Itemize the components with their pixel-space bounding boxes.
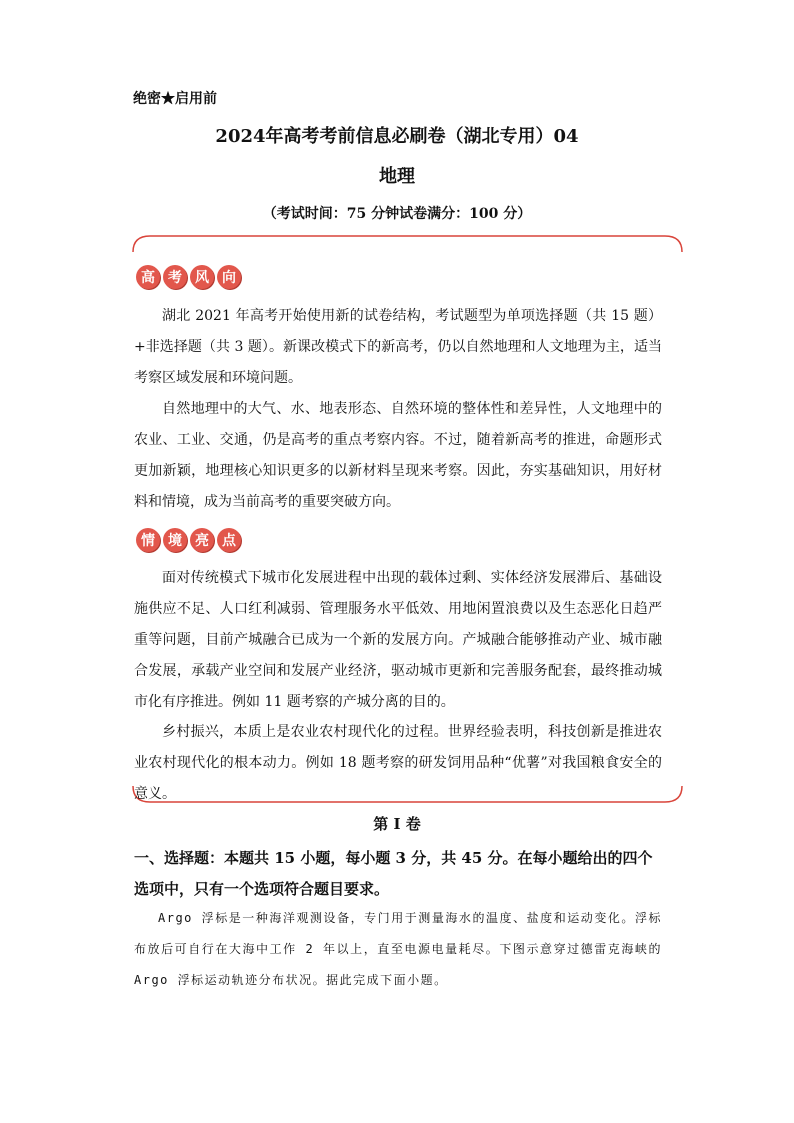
exam-title: 2024年高考考前信息必刷卷（湖北专用）04	[215, 126, 579, 147]
trend-paragraph-1: 湖北 2021 年高考开始使用新的试卷结构，考试题型为单项选择题（共 15 题）+非选择题（共 3 题）。新课改模式下的新高考，仍以自然地理和人文地理为主，适当考察区域发展和环境问题。	[134, 308, 662, 386]
badge-char: 风	[190, 265, 214, 289]
badge-char: 亮	[190, 528, 214, 552]
badge-char: 考	[163, 265, 187, 289]
subject-title: 地理	[379, 166, 415, 187]
question-intro: Argo 浮标是一种海洋观测设备，专门用于测量海水的温度、盐度和运动变化。浮标布放后可自行在大海中工作 2 年以上，直至电源电量耗尽。下图示意穿过德雷克海峡的 Argo 浮标运动轨迹分布状况。据此完成下面小题。	[134, 911, 662, 987]
context-paragraph-1: 面对传统模式下城市化发展进程中出现的载体过剩、实体经济发展滞后、基础设施供应不足、人口红利减弱、管理服务水平低效、用地闲置浪费以及生态恶化日趋严重等问题，目前产城融合已成为一个新的发展方向。产城融合能够推动产业、城市融合发展，承载产业空间和发展产业经济，驱动城市更新和完善服务配套，最终推动城市化有序推进。例如 11 题考察的产城分离的目的。	[134, 570, 662, 710]
section-heading: 一、选择题：本题共 15 小题，每小题 3 分，共 45 分。在每小题给出的四个选项中，只有一个选项符合题目要求。	[134, 849, 653, 898]
badge-char: 情	[136, 528, 160, 552]
context-paragraph-2: 乡村振兴，本质上是农业农村现代化的过程。世界经验表明，科技创新是推进农业农村现代化的根本动力。例如 18 题考察的研发饲用品种“优薯”对我国粮食安全的意义。	[134, 724, 662, 802]
trend-badge	[136, 265, 241, 289]
volume-heading: 第 I 卷	[373, 815, 421, 833]
context-badge	[136, 528, 241, 552]
exam-info: （考试时间：75 分钟试卷满分：100 分）	[262, 206, 532, 222]
confidential-mark: 绝密★启用前	[133, 91, 217, 107]
badge-char: 境	[163, 528, 187, 552]
badge-char: 向	[217, 265, 241, 289]
badge-char: 点	[217, 528, 241, 552]
badge-char: 高	[136, 265, 160, 289]
trend-paragraph-2: 自然地理中的大气、水、地表形态、自然环境的整体性和差异性，人文地理中的农业、工业、交通，仍是高考的重点考察内容。不过，随着新高考的推进，命题形式更加新颖，地理核心知识更多的以新材料呈现来考察。因此，夯实基础知识，用好材料和情境，成为当前高考的重要突破方向。	[134, 401, 662, 510]
